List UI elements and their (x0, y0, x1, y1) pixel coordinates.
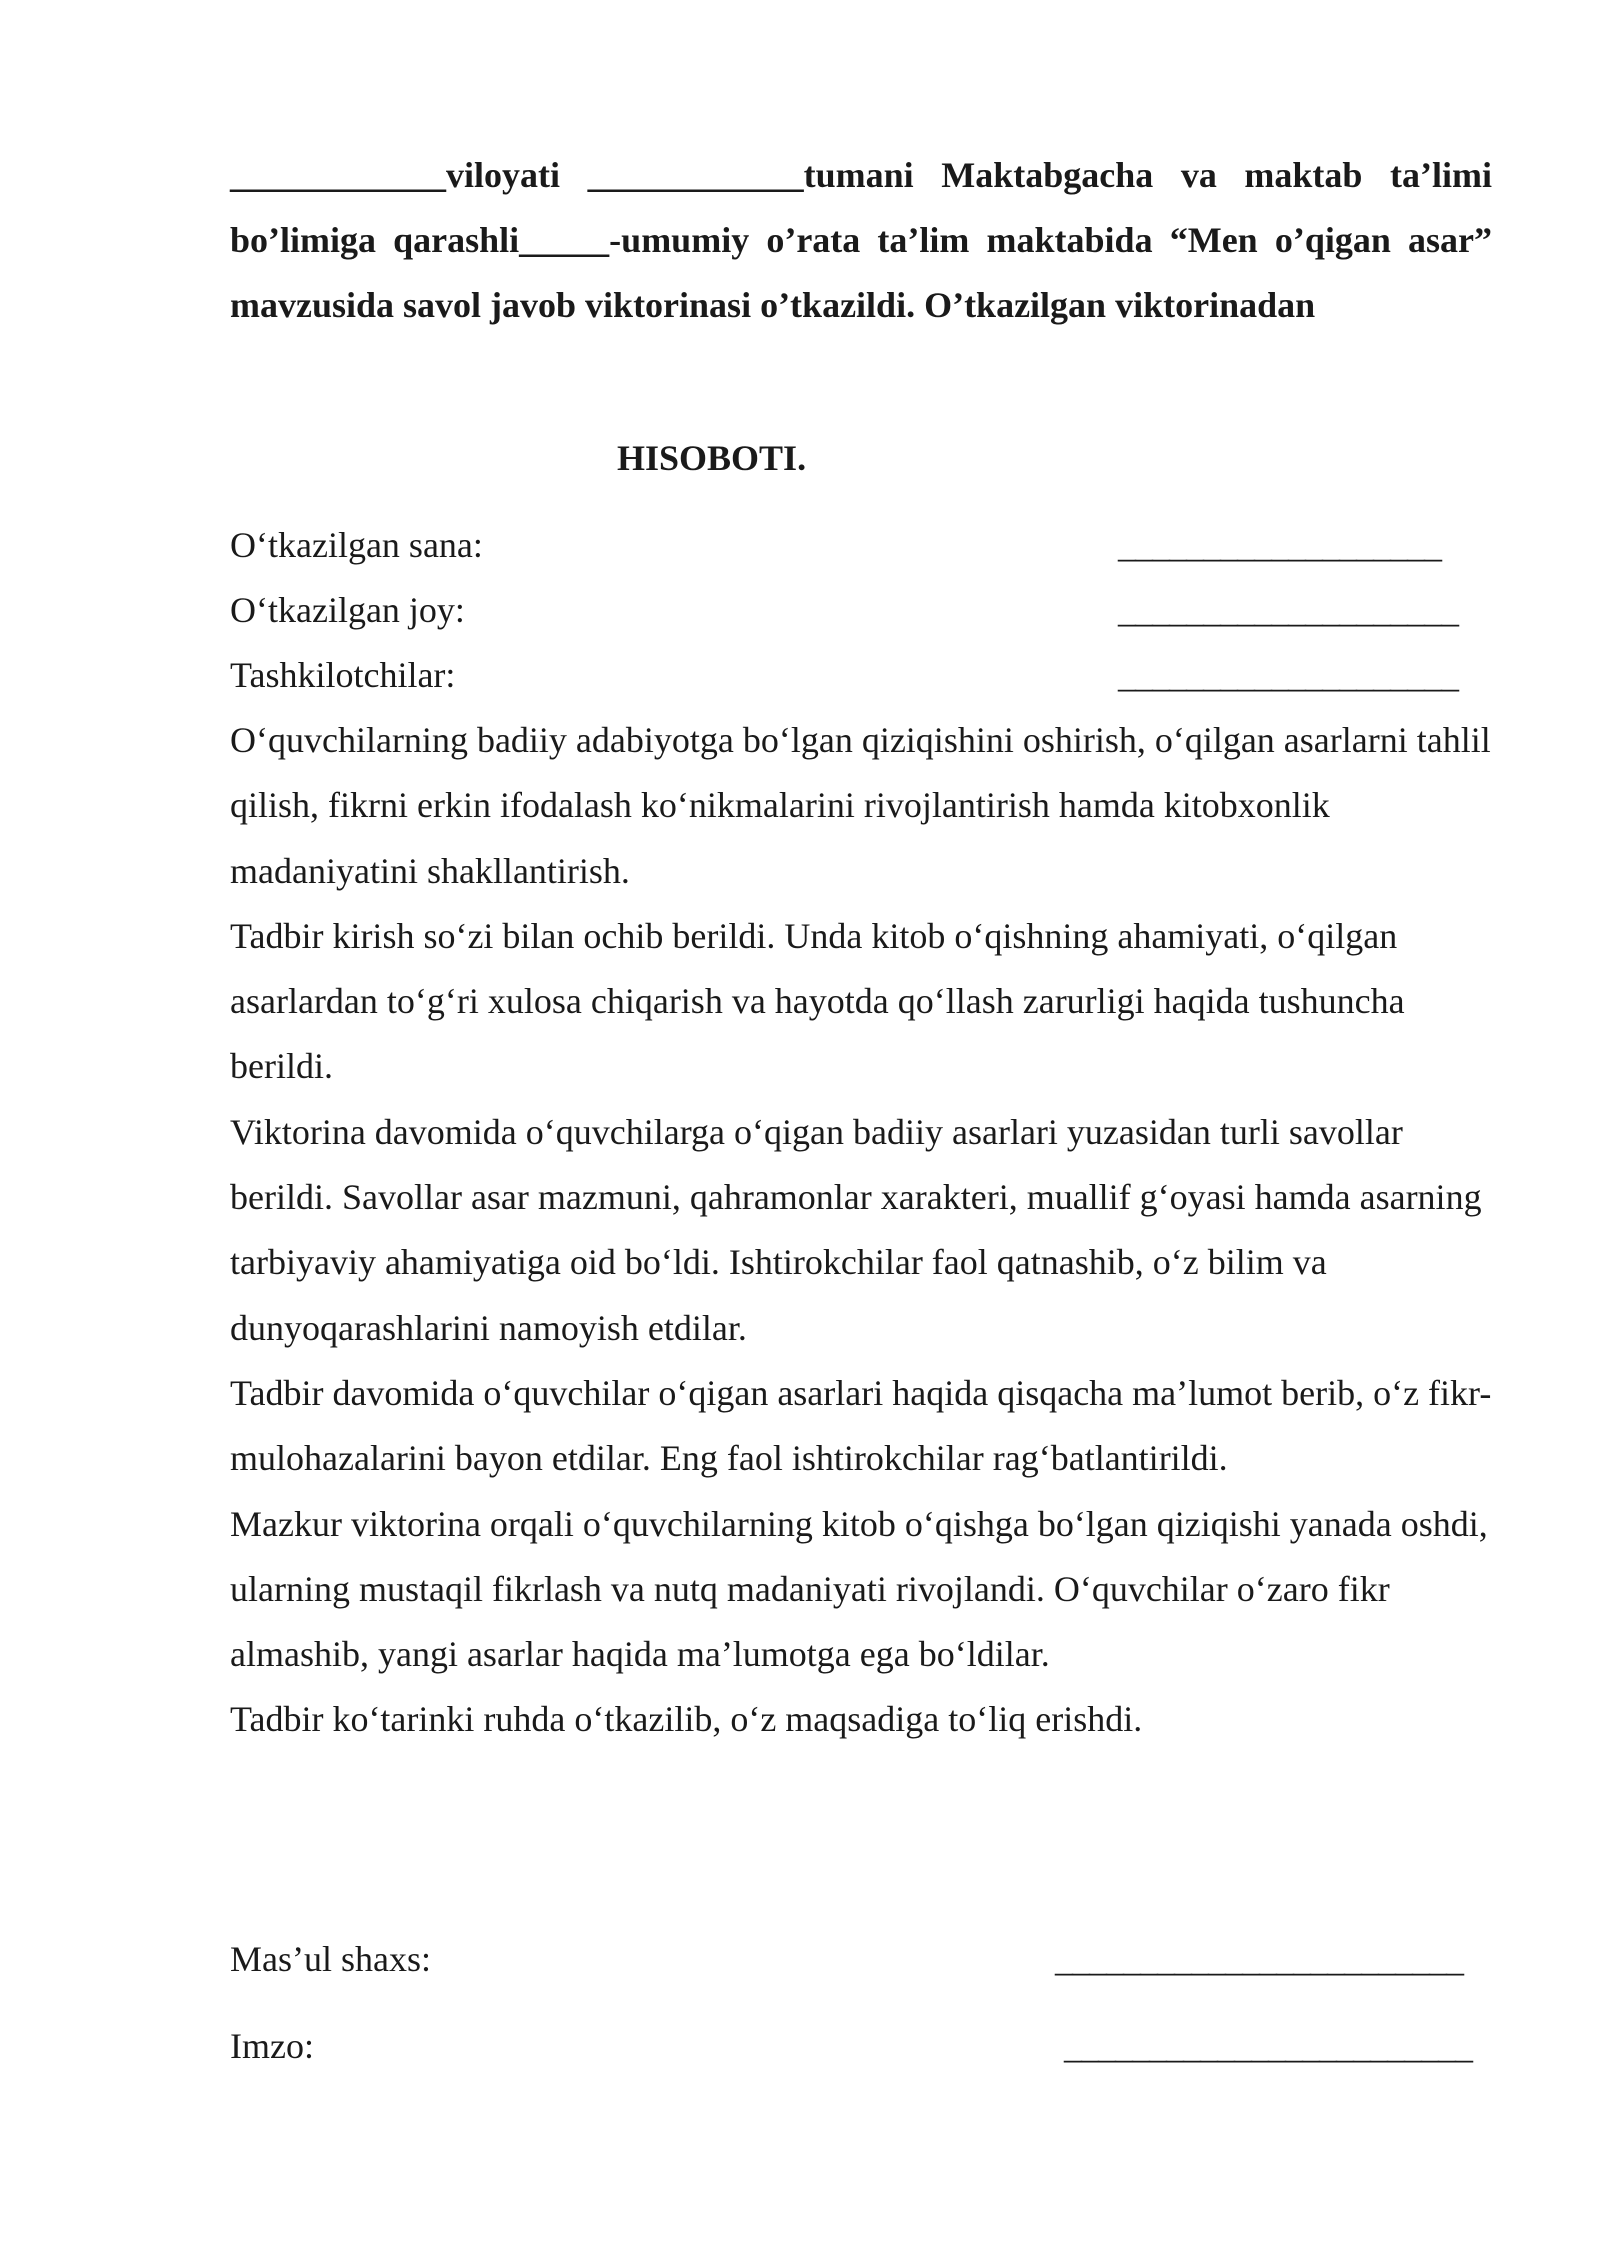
paragraph-opening: Tadbir kirish so‘zi bilan ochib berildi. Unda kitob o‘qishning ahamiyati, o‘qilgan asarlardan to‘g‘ri xulosa chiqarish va hayotda qo‘llash zarurligi haqida tushuncha berildi. (230, 915, 1405, 1087)
heading-line-2: bo’limiga qarashli_____-umumiy o’rata ta’lim maktabida “Men o’qigan asar” (230, 220, 1492, 260)
signature-responsible-label: Mas’ul shaxs: (230, 1939, 431, 1979)
signature-responsible (230, 1927, 1492, 1992)
field-date-blank: ___________________ (1118, 525, 1441, 565)
paragraph-discussion: Tadbir davomida o‘quvchilar o‘qigan asarlari haqida qisqacha ma’lumot berib, o‘z fikr-mulohazalarini bayon etdilar. Eng faol ishtirokchilar rag‘batlantirildi. (230, 1372, 1492, 1479)
document-title: HISOBOTI. (617, 438, 807, 478)
field-place (230, 578, 1492, 643)
heading-line-1: ____________viloyati ____________tumani Maktabgacha va maktab ta’limi (230, 155, 1492, 195)
signature-responsible-blank: ________________________ (1055, 1939, 1463, 1979)
paragraph-result: Mazkur viktorina orqali o‘quvchilarning kitob o‘qishga bo‘lgan qiziqishi yanada oshdi, ularning mustaqil fikrlash va nutq madaniyati rivojlandi. O‘quvchilar o‘zaro fikr almashib, yangi asarlar haqida ma’lumotga ega bo‘ldilar. (230, 1503, 1488, 1675)
field-organizers-label: Tashkilotchilar: (230, 655, 456, 695)
field-date-label: O‘tkazilgan sana: (230, 525, 483, 565)
field-place-blank: ____________________ (1118, 590, 1458, 630)
heading-line-3: mavzusida savol javob viktorinasi o’tkazildi. O’tkazilgan viktorinadan (230, 285, 1316, 325)
paragraph-conclusion: Tadbir ko‘tarinki ruhda o‘tkazilib, o‘z maqsadiga to‘liq erishdi. (230, 1699, 1143, 1740)
signature-sign-blank: ________________________ (1064, 2026, 1472, 2066)
paragraph-goal: O‘quvchilarning badiiy adabiyotga bo‘lgan qiziqishini oshirish, o‘qilgan asarlarni tahlil qilish, fikrni erkin ifodalash ko‘nikmalarini rivojlantirish hamda kitobxonlik madaniyatini shakllantirish. (230, 720, 1491, 891)
field-date (230, 513, 1492, 578)
paragraph-quiz: Viktorina davomida o‘quvchilarga o‘qigan badiiy asarlari yuzasidan turli savollar berildi. Savollar asar mazmuni, qahramonlar xarakteri, muallif g‘oyasi hamda asarning tarbiyaviy ahamiyatiga oid bo‘ldi. Ishtirokchilar faol qatnashib, o‘z bilim va dunyoqarashlarini namoyish etdilar. (230, 1111, 1482, 1348)
signature-sign (230, 2014, 1492, 2079)
signature-sign-label: Imzo: (230, 2026, 314, 2066)
report-body (230, 708, 1492, 1753)
field-organizers (230, 643, 1492, 708)
document-heading (230, 143, 1492, 338)
field-place-label: O‘tkazilgan joy: (230, 590, 465, 630)
field-organizers-blank: ____________________ (1118, 655, 1458, 695)
